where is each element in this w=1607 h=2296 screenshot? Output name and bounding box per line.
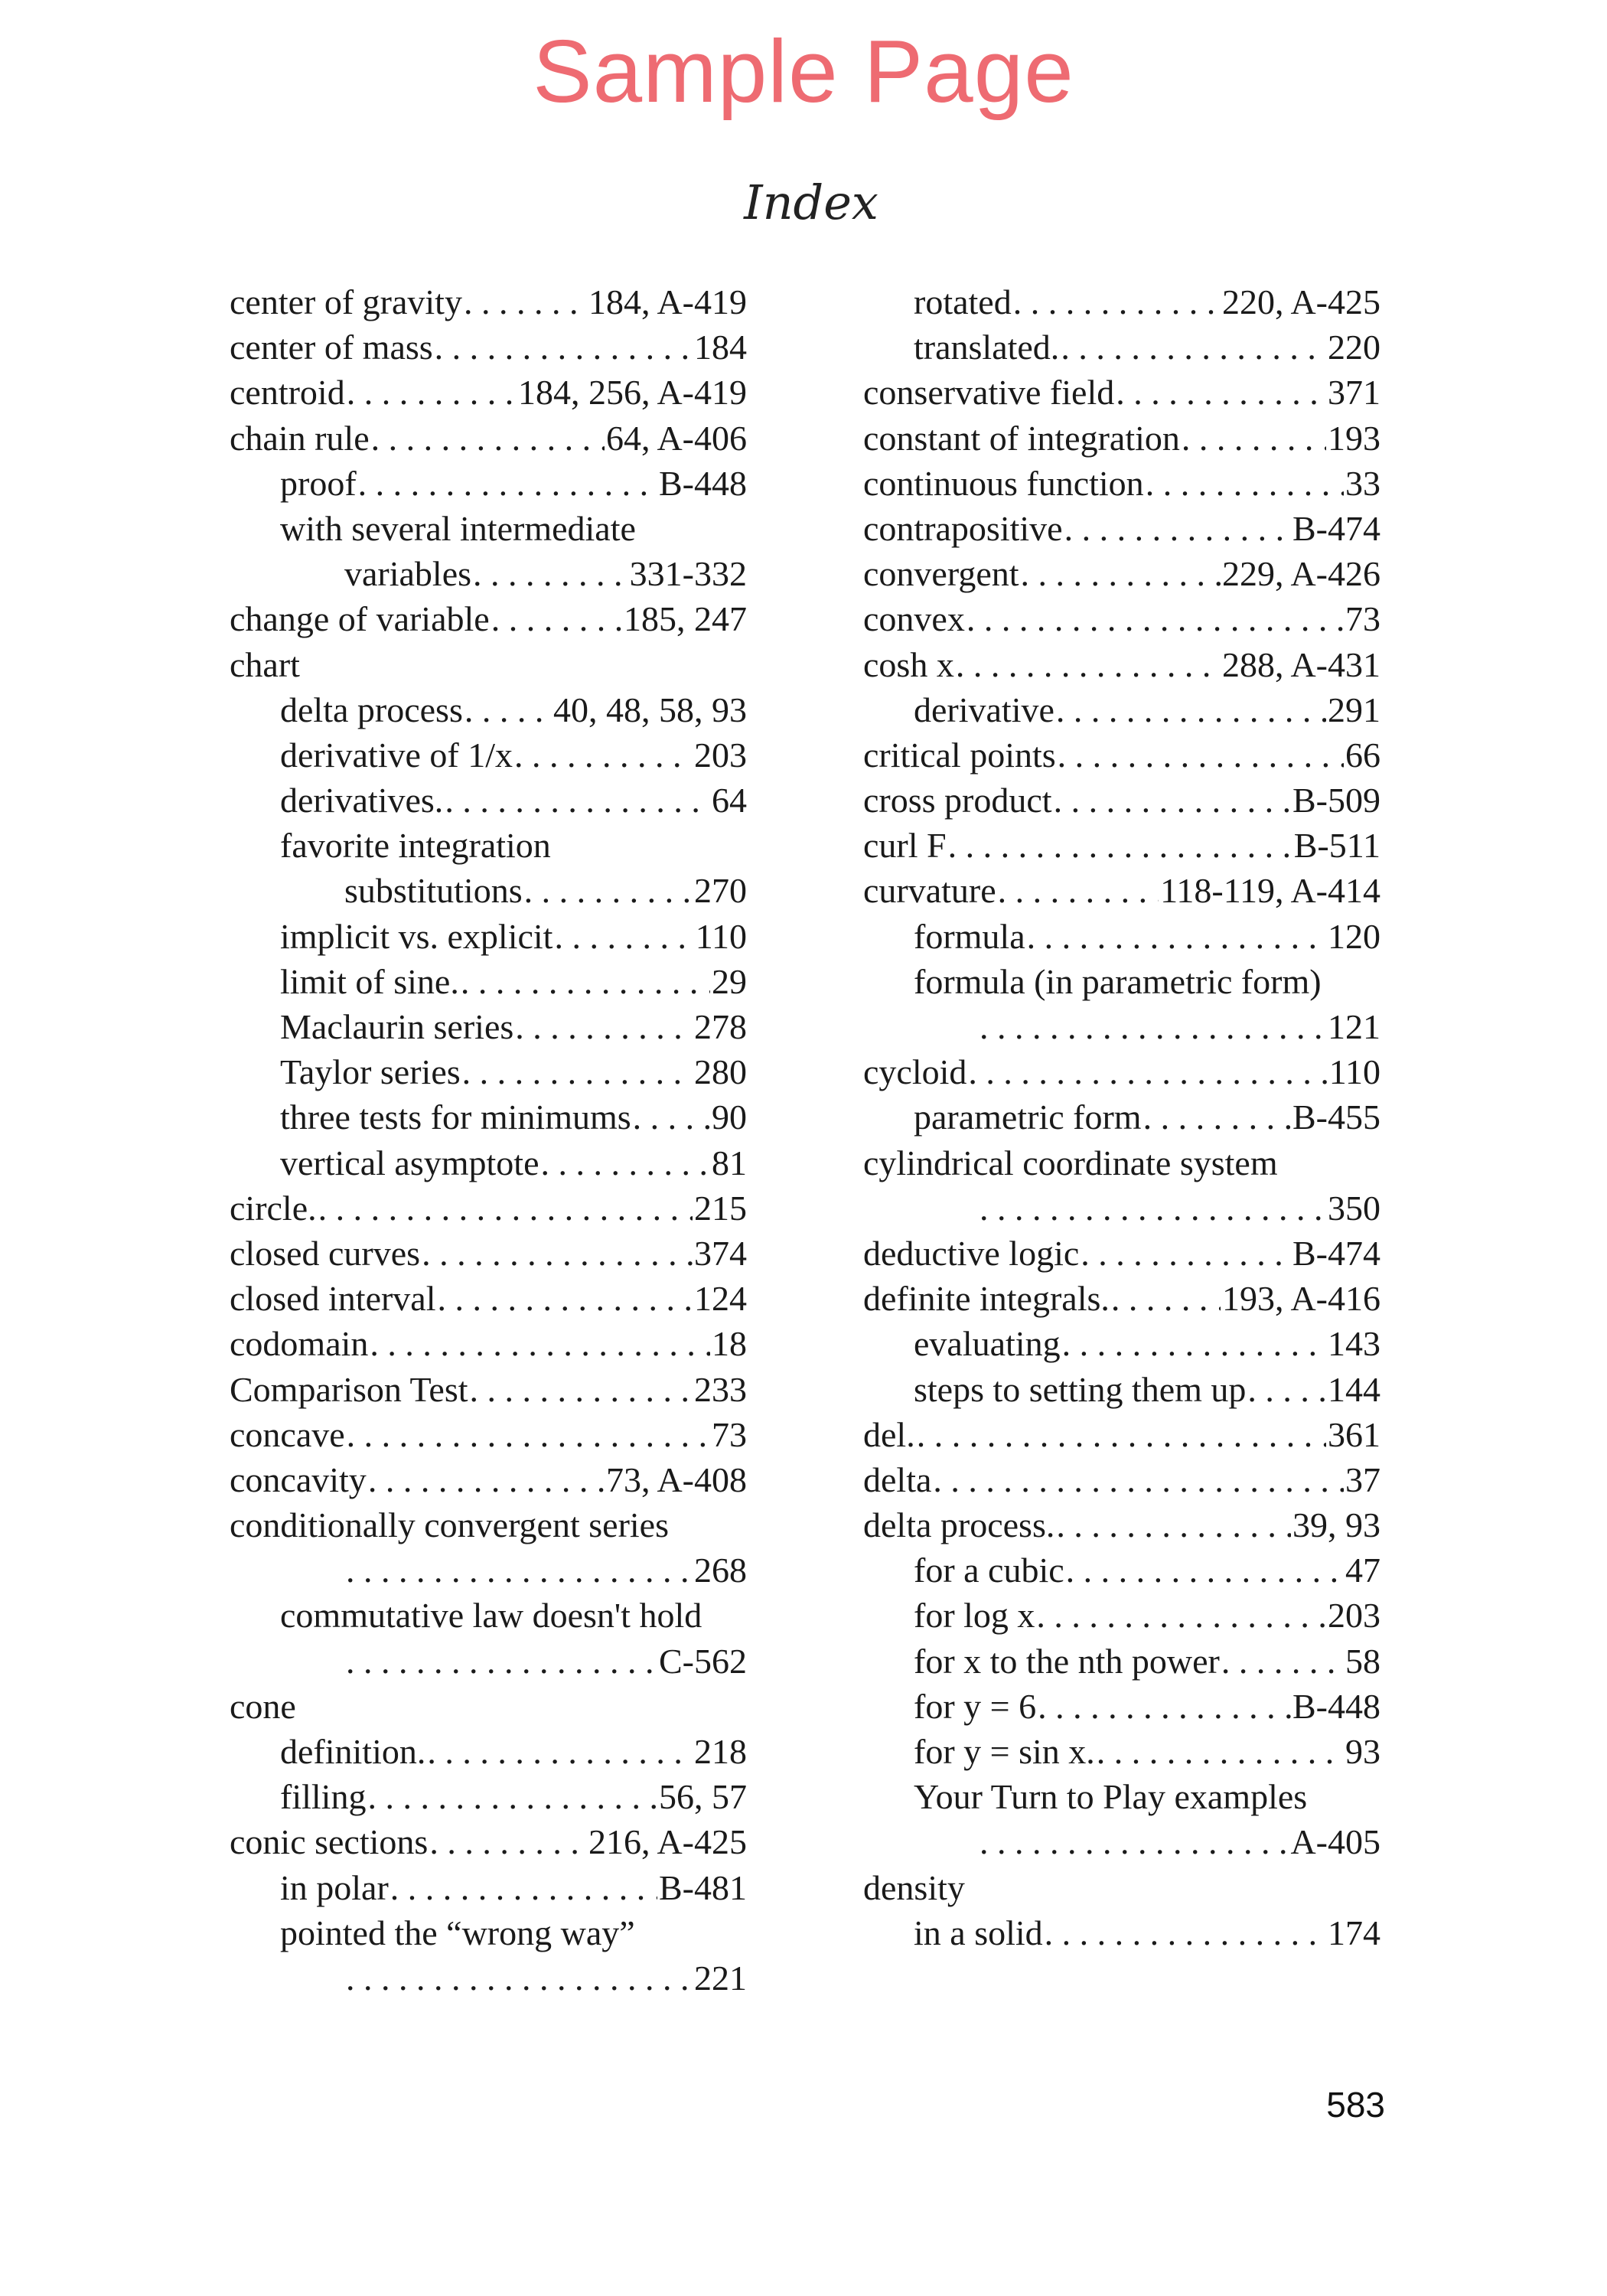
index-page-refs: 73	[712, 1414, 747, 1454]
index-term: cone	[230, 1686, 296, 1726]
index-term: with several intermediate	[280, 508, 636, 548]
index-term: cycloid	[863, 1052, 967, 1092]
dot-leader	[1111, 1276, 1221, 1321]
index-page-refs: 220	[1328, 328, 1380, 367]
dot-leader	[633, 1094, 710, 1140]
index-page-refs: 120	[1328, 916, 1380, 956]
dot-leader	[1182, 416, 1326, 461]
index-page-refs: 110	[695, 916, 747, 956]
index-entry	[230, 868, 747, 913]
index-entry	[230, 1049, 747, 1094]
index-term: Your Turn to Play examples	[914, 1777, 1308, 1817]
index-term: center of gravity	[230, 282, 462, 321]
index-column-right	[863, 279, 1380, 1955]
dot-leader	[461, 959, 710, 1004]
index-term: parametric form	[914, 1097, 1142, 1137]
index-term: Comparison Test	[230, 1369, 468, 1409]
index-term: derivative	[914, 690, 1054, 729]
dot-leader	[367, 1774, 657, 1819]
page-number: 583	[1326, 2085, 1385, 2125]
dot-leader	[368, 1457, 605, 1502]
dot-leader	[346, 1548, 693, 1593]
index-term: pointed the “wrong way”	[280, 1913, 635, 1952]
index-term: for a cubic	[914, 1551, 1064, 1590]
index-term: implicit vs. explicit	[280, 916, 553, 956]
index-entry	[863, 1684, 1380, 1729]
index-entry	[863, 1412, 1380, 1457]
index-term: favorite integration	[280, 826, 551, 866]
index-term: substitutions	[344, 871, 523, 911]
index-term: delta	[863, 1459, 932, 1499]
index-term: evaluating	[914, 1324, 1061, 1364]
index-term: critical points	[863, 735, 1056, 775]
dot-leader	[435, 325, 693, 370]
index-term: conditionally convergent series	[230, 1505, 669, 1545]
index-entry	[230, 687, 747, 732]
index-page-refs: 221	[694, 1958, 747, 1998]
index-entry	[863, 1457, 1380, 1502]
index-entry	[863, 1593, 1380, 1638]
index-page-refs: 270	[694, 871, 747, 911]
dot-leader	[1021, 551, 1221, 596]
index-page-refs: B-481	[659, 1867, 747, 1907]
dot-leader	[347, 370, 517, 415]
index-entry	[863, 914, 1380, 959]
index-term: delta process.	[863, 1505, 1055, 1545]
dot-leader	[346, 1955, 693, 2001]
index-term: limit of sine.	[280, 961, 459, 1001]
dot-leader	[464, 687, 552, 732]
dot-leader	[1013, 279, 1221, 325]
index-term: commutative law doesn't hold	[280, 1596, 702, 1636]
index-term: chain rule	[230, 418, 370, 458]
index-entry	[863, 1231, 1380, 1276]
index-term: three tests for minimums	[280, 1097, 631, 1137]
index-page-refs: 73, A-408	[606, 1459, 747, 1499]
index-entry	[230, 1457, 747, 1502]
index-page-refs: 29	[712, 961, 747, 1001]
index-entry	[863, 1186, 1380, 1231]
index-term: conic sections	[230, 1822, 429, 1862]
index-page-refs: B-455	[1292, 1097, 1380, 1137]
index-term: concave	[230, 1414, 345, 1454]
dot-leader	[427, 1729, 693, 1774]
index-term: closed interval	[230, 1279, 436, 1319]
dot-leader	[948, 823, 1292, 868]
index-term: cross product	[863, 781, 1052, 820]
index-entry	[230, 1231, 747, 1276]
index-page-refs: 58	[1345, 1641, 1380, 1681]
index-entry	[230, 1865, 747, 1910]
index-page-refs: 184, 256, A-419	[518, 373, 747, 413]
index-entry	[230, 325, 747, 370]
index-page-refs: 218	[694, 1732, 747, 1771]
index-term: definition.	[280, 1732, 426, 1771]
index-page-refs: 93	[1345, 1732, 1380, 1771]
index-entry	[863, 1548, 1380, 1593]
index-entry	[863, 1276, 1380, 1321]
index-page-refs: 288, A-431	[1222, 644, 1380, 684]
index-entry	[230, 1094, 747, 1140]
dot-leader	[980, 1819, 1289, 1864]
index-term: centroid	[230, 373, 345, 413]
index-page-refs: 229, A-426	[1222, 554, 1380, 594]
index-page-refs: B-448	[1292, 1686, 1380, 1726]
index-page-refs: 121	[1328, 1007, 1380, 1046]
index-page-refs: 90	[712, 1097, 747, 1137]
index-entry	[230, 778, 747, 823]
index-entry	[230, 551, 747, 596]
index-term: in a solid	[914, 1913, 1043, 1952]
index-entry	[230, 1774, 747, 1819]
index-term: circle.	[230, 1188, 317, 1228]
index-entry	[863, 1819, 1380, 1864]
index-entry	[230, 914, 747, 959]
index-term: Taylor series	[280, 1052, 461, 1092]
index-entry	[863, 1321, 1380, 1366]
index-page-refs: 203	[1328, 1596, 1380, 1636]
dot-leader	[514, 732, 693, 778]
index-page-refs: 124	[694, 1279, 747, 1319]
dot-leader	[1146, 461, 1344, 506]
dot-leader	[980, 1186, 1326, 1231]
index-entry	[230, 732, 747, 778]
index-term: curl F	[863, 826, 947, 866]
index-page-refs: 184, A-419	[588, 282, 747, 321]
index-term: vertical asymptote	[280, 1143, 539, 1182]
index-page-refs: 64	[712, 781, 747, 820]
index-term: deductive logic	[863, 1233, 1080, 1273]
index-term: cosh x	[863, 644, 954, 684]
index-entry	[863, 1729, 1380, 1774]
index-page-refs: 280	[694, 1052, 747, 1092]
index-entry	[230, 1186, 747, 1231]
index-term: concavity	[230, 1459, 367, 1499]
index-entry	[863, 687, 1380, 732]
index-term: delta process	[280, 690, 463, 729]
index-entry	[230, 1955, 747, 2001]
dot-leader	[1056, 1502, 1291, 1548]
index-entry	[863, 1094, 1380, 1140]
index-term: Maclaurin series	[280, 1007, 514, 1046]
index-page-refs: 110	[1328, 1052, 1380, 1092]
index-page-refs: 193, A-416	[1222, 1279, 1380, 1319]
index-entry	[863, 642, 1380, 687]
index-term: contrapositive	[863, 508, 1063, 548]
index-entry	[863, 1774, 1380, 1819]
index-term: convergent	[863, 554, 1019, 594]
dot-leader	[429, 1819, 587, 1864]
index-term: for y = 6	[914, 1686, 1037, 1726]
dot-leader	[1038, 1684, 1291, 1729]
index-page-refs: C-562	[659, 1641, 747, 1681]
index-page-refs: 143	[1328, 1324, 1380, 1364]
dot-leader	[347, 1412, 710, 1457]
index-term: curvature	[863, 871, 996, 911]
dot-leader	[438, 1276, 693, 1321]
index-heading: Index	[744, 174, 878, 230]
index-page-refs: 374	[694, 1233, 747, 1273]
index-entry	[863, 416, 1380, 461]
index-page-refs: 331-332	[629, 554, 747, 594]
index-entry	[230, 1004, 747, 1049]
dot-leader	[1056, 687, 1326, 732]
index-term: definite integrals.	[863, 1279, 1110, 1319]
index-page-refs: 73	[1345, 599, 1380, 639]
index-page-refs: 215	[694, 1188, 747, 1228]
index-entry	[863, 461, 1380, 506]
dot-leader	[1027, 914, 1326, 959]
index-term: continuous function	[863, 463, 1144, 503]
index-entry	[230, 1639, 747, 1684]
dot-leader	[933, 1457, 1344, 1502]
index-entry	[863, 1502, 1380, 1548]
index-entry	[230, 1910, 747, 1955]
index-page-refs: 184	[694, 328, 747, 367]
dot-leader	[491, 596, 622, 641]
index-term: for x to the nth power	[914, 1641, 1220, 1681]
index-term: for log x	[914, 1596, 1035, 1636]
dot-leader	[966, 596, 1344, 641]
dot-leader	[371, 416, 605, 461]
index-page-refs: 47	[1345, 1551, 1380, 1590]
index-term: codomain	[230, 1324, 369, 1364]
dot-leader	[541, 1140, 711, 1186]
index-page-refs: 278	[694, 1007, 747, 1046]
dot-leader	[1097, 1729, 1344, 1774]
index-term: translated.	[914, 328, 1060, 367]
index-page-refs: 220, A-425	[1222, 282, 1380, 321]
dot-leader	[422, 1231, 693, 1276]
dot-leader	[445, 778, 710, 823]
dot-leader	[390, 1865, 657, 1910]
index-page-refs: 203	[694, 735, 747, 775]
index-entry	[230, 642, 747, 687]
index-entry	[230, 416, 747, 461]
index-entry	[230, 370, 747, 415]
index-entry	[230, 1321, 747, 1366]
index-entry	[230, 1502, 747, 1548]
dot-leader	[1221, 1639, 1344, 1684]
index-page-refs: 56, 57	[659, 1777, 747, 1817]
index-page-refs: 33	[1345, 463, 1380, 503]
index-entry	[863, 1004, 1380, 1049]
index-term: filling	[280, 1777, 367, 1817]
index-entry	[230, 1548, 747, 1593]
index-entry	[230, 1684, 747, 1729]
dot-leader	[917, 1412, 1326, 1457]
index-term: change of variable	[230, 599, 490, 639]
index-entry	[863, 370, 1380, 415]
dot-leader	[1058, 732, 1344, 778]
dot-leader	[1036, 1593, 1326, 1638]
dot-leader	[968, 1049, 1327, 1094]
index-entry	[863, 279, 1380, 325]
index-column-left	[230, 279, 747, 2001]
index-page-refs: 216, A-425	[588, 1822, 747, 1862]
index-page-refs: 66	[1345, 735, 1380, 775]
dot-leader	[358, 461, 657, 506]
index-page-refs: 118-119, A-414	[1160, 871, 1380, 911]
index-term: density	[863, 1867, 965, 1907]
index-term: constant of integration	[863, 418, 1180, 458]
index-term: cylindrical coordinate system	[863, 1143, 1278, 1182]
index-term: for y = sin x.	[914, 1732, 1095, 1771]
index-entry	[863, 1639, 1380, 1684]
dot-leader	[998, 868, 1159, 913]
index-entry	[863, 868, 1380, 913]
index-page-refs: 144	[1328, 1369, 1380, 1409]
index-entry	[230, 461, 747, 506]
index-page-refs: 39, 93	[1292, 1505, 1380, 1545]
index-entry	[230, 1729, 747, 1774]
index-page-refs: 268	[694, 1551, 747, 1590]
index-entry	[863, 1910, 1380, 1955]
index-term: formula (in parametric form)	[914, 961, 1322, 1001]
dot-leader	[1061, 325, 1326, 370]
index-term: center of mass	[230, 328, 433, 367]
index-entry	[863, 778, 1380, 823]
dot-leader	[1116, 370, 1326, 415]
index-page-refs: B-511	[1293, 826, 1380, 866]
index-term: rotated	[914, 282, 1012, 321]
dot-leader	[346, 1639, 657, 1684]
index-term: derivatives.	[280, 781, 444, 820]
dot-leader	[1066, 1548, 1344, 1593]
index-entry	[230, 279, 747, 325]
dot-leader	[1062, 1321, 1326, 1366]
index-entry	[863, 732, 1380, 778]
index-page-refs: 37	[1345, 1459, 1380, 1499]
index-term: chart	[230, 644, 300, 684]
index-page-refs: 371	[1328, 373, 1380, 413]
dot-leader	[1045, 1910, 1326, 1955]
index-entry	[230, 1276, 747, 1321]
index-entry	[863, 506, 1380, 551]
index-page-refs: 233	[694, 1369, 747, 1409]
index-term: proof	[280, 463, 357, 503]
index-term: derivative of 1/x	[280, 735, 513, 775]
dot-leader	[462, 1049, 693, 1094]
dot-leader	[318, 1186, 693, 1231]
index-term: formula	[914, 916, 1025, 956]
dot-leader	[524, 868, 693, 913]
index-entry	[230, 506, 747, 551]
index-term: variables	[344, 554, 472, 594]
index-page-refs: 185, 247	[624, 599, 747, 639]
dot-leader	[515, 1004, 693, 1049]
index-page-refs: B-474	[1292, 508, 1380, 548]
index-page-refs: 81	[712, 1143, 747, 1182]
index-page-refs: 174	[1328, 1913, 1380, 1952]
index-term: conservative field	[863, 373, 1115, 413]
index-term: del.	[863, 1414, 915, 1454]
index-page-refs: 361	[1328, 1414, 1380, 1454]
index-entry	[863, 596, 1380, 641]
dot-leader	[1247, 1367, 1326, 1412]
index-entry	[863, 959, 1380, 1004]
dot-leader	[473, 551, 628, 596]
dot-leader	[464, 279, 587, 325]
index-page-refs: A-405	[1290, 1822, 1380, 1862]
index-entry	[230, 1819, 747, 1864]
index-entry	[863, 325, 1380, 370]
dot-leader	[1143, 1094, 1291, 1140]
index-entry	[863, 1865, 1380, 1910]
index-entry	[230, 596, 747, 641]
index-term: closed curves	[230, 1233, 421, 1273]
index-entry	[230, 1593, 747, 1638]
index-page-refs: 64, A-406	[606, 418, 747, 458]
index-entry	[863, 1140, 1380, 1186]
dot-leader	[554, 914, 693, 959]
index-page-refs: 291	[1328, 690, 1380, 729]
index-entry	[230, 1140, 747, 1186]
index-entry	[230, 1367, 747, 1412]
dot-leader	[1054, 778, 1291, 823]
index-page-refs: 40, 48, 58, 93	[553, 690, 747, 729]
index-entry	[230, 959, 747, 1004]
index-page-refs: 18	[712, 1324, 747, 1364]
index-page-refs: B-509	[1292, 781, 1380, 820]
dot-leader	[370, 1321, 710, 1366]
index-term: steps to setting them up	[914, 1369, 1247, 1409]
index-entry	[863, 551, 1380, 596]
index-entry	[863, 1367, 1380, 1412]
dot-leader	[1064, 506, 1291, 551]
dot-leader	[1081, 1231, 1291, 1276]
index-term: in polar	[280, 1867, 389, 1907]
index-page-refs: 193	[1328, 418, 1380, 458]
index-entry	[230, 823, 747, 868]
index-page-refs: B-448	[659, 463, 747, 503]
index-page-refs: 350	[1328, 1188, 1380, 1228]
index-page-refs: B-474	[1292, 1233, 1380, 1273]
dot-leader	[470, 1367, 693, 1412]
index-entry	[230, 1412, 747, 1457]
index-entry	[863, 1049, 1380, 1094]
sample-page-watermark: Sample Page	[533, 21, 1074, 121]
dot-leader	[956, 642, 1221, 687]
index-entry	[863, 823, 1380, 868]
dot-leader	[980, 1004, 1326, 1049]
index-term: convex	[863, 599, 965, 639]
